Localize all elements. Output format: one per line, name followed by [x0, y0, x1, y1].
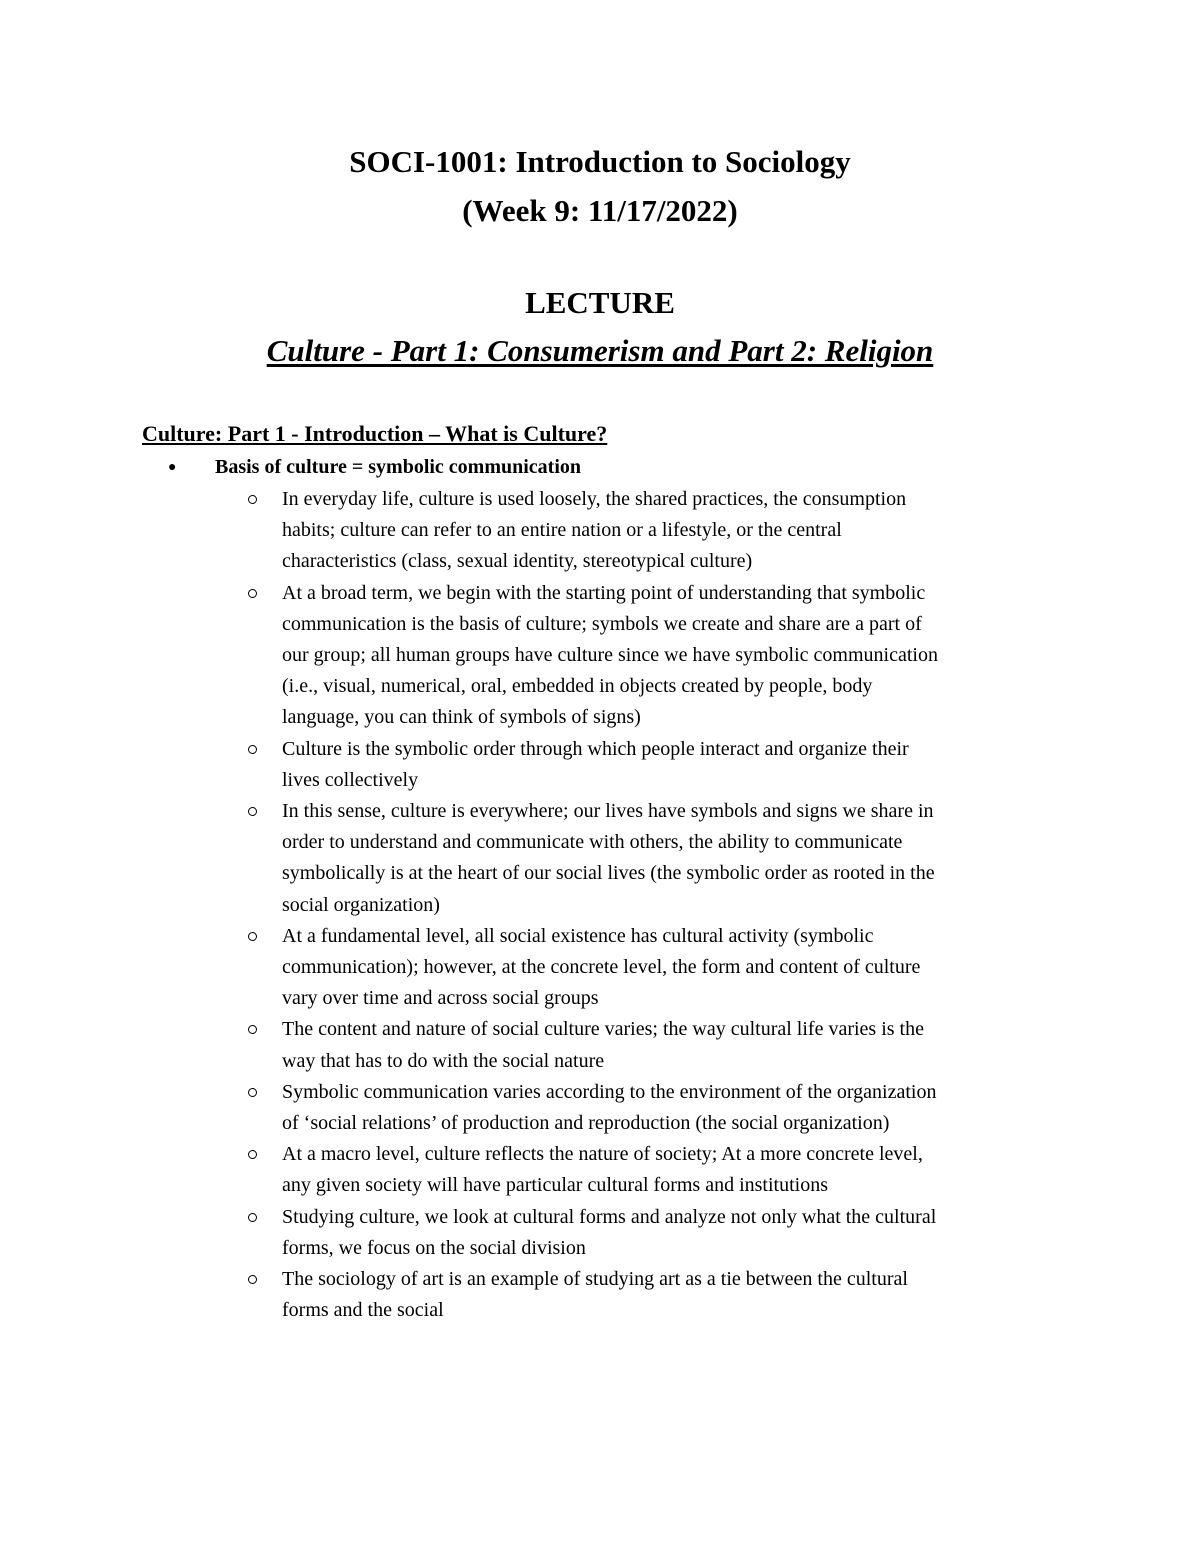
list-item-text-line: any given society will have particular cultural forms and institutions: [282, 1174, 828, 1197]
list-item: [244, 578, 1064, 734]
list-item-text-line: language, you can think of symbols of signs): [282, 706, 641, 729]
bullet-dot-icon: ●: [168, 460, 177, 475]
hollow-circle-bullet-icon: [248, 1025, 257, 1034]
list-item-text-line: forms, we focus on the social division: [282, 1236, 586, 1259]
list-item: [244, 921, 1064, 1015]
list-item: [244, 1077, 1064, 1139]
list-item-text-line: Culture is the symbolic order through which people interact and organize their: [282, 737, 909, 760]
hollow-circle-bullet-icon: [248, 1088, 257, 1097]
list-item-text-line: At a broad term, we begin with the starting point of understanding that symbolic: [282, 581, 926, 604]
hollow-circle-bullet-icon: [248, 807, 257, 816]
list-item-text-line: our group; all human groups have culture since we have symbolic communication: [282, 644, 938, 667]
list-item-text-line: order to understand and communicate with others, the ability to communicate: [282, 831, 903, 854]
list-item-text-line: lives collectively: [282, 768, 419, 791]
list-item-text-line: communication is the basis of culture; symbols we create and share are a part of: [282, 612, 922, 635]
hollow-circle-bullet-icon: [248, 495, 257, 504]
list-item-text-line: The sociology of art is an example of studying art as a tie between the cultural: [282, 1268, 908, 1291]
list-item: [244, 1014, 1064, 1076]
list-item-text-line: communication); however, at the concrete level, the form and content of culture: [282, 956, 921, 979]
hollow-circle-bullet-icon: [248, 1213, 257, 1222]
list-item-text-line: forms and the social: [282, 1299, 444, 1322]
list-item-text-line: symbolically is at the heart of our social lives (the symbolic order as rooted in the: [282, 862, 935, 885]
list-item-text-line: way that has to do with the social nature: [282, 1049, 605, 1072]
hollow-circle-bullet-icon: [248, 1275, 257, 1284]
list-item-text-line: In this sense, culture is everywhere; our lives have symbols and signs we share in: [282, 800, 934, 823]
list-item-text-line: At a fundamental level, all social existence has cultural activity (symbolic: [282, 924, 874, 947]
week-date: (Week 9: 11/17/2022): [462, 193, 738, 228]
list-item-text-line: characteristics (class, sexual identity, stereotypical culture): [282, 550, 753, 573]
list-item: [244, 484, 1064, 578]
list-item-text-line: vary over time and across social groups: [282, 987, 599, 1010]
list-item-text-line: In everyday life, culture is used loosely, the shared practices, the consumption: [282, 488, 907, 510]
hollow-circle-bullet-icon: [248, 745, 257, 754]
list-item-text-line: At a macro level, culture reflects the nature of society; At a more concrete level,: [282, 1143, 923, 1166]
list-item-text-line: Studying culture, we look at cultural forms and analyze not only what the cultural: [282, 1205, 937, 1228]
list-item-text-line: The content and nature of social culture varies; the way cultural life varies is the: [282, 1018, 924, 1041]
list-item: [244, 1264, 1064, 1326]
hollow-circle-bullet-icon: [248, 932, 257, 941]
list-item: [244, 1139, 1064, 1201]
hollow-circle-bullet-icon: [248, 589, 257, 598]
list-item-text-line: social organization): [282, 893, 440, 916]
list-item-text-line: Symbolic communication varies according to the environment of the organization: [282, 1080, 937, 1103]
hollow-circle-bullet-icon: [248, 1150, 257, 1159]
list-item: [244, 734, 1064, 796]
list-item: [244, 1202, 1064, 1264]
lecture-topic: Culture - Part 1: Consumerism and Part 2: Religion: [266, 333, 934, 368]
sub-bullet-list: [244, 484, 1064, 1326]
list-item-text-line: habits; culture can refer to an entire nation or a lifestyle, or the central: [282, 519, 842, 542]
course-title: SOCI-1001: Introduction to Sociology: [349, 144, 851, 179]
lecture-label: LECTURE: [525, 285, 675, 320]
section-heading: Culture: Part 1 - Introduction – What is Culture?: [142, 421, 608, 446]
list-item: [244, 796, 1064, 921]
list-item-text-line: of ‘social relations’ of production and reproduction (the social organization): [282, 1112, 890, 1135]
list-item-text-line: (i.e., visual, numerical, oral, embedded in objects created by people, body: [282, 675, 873, 698]
top-level-bullet-text: Basis of culture = symbolic communication: [215, 456, 582, 478]
